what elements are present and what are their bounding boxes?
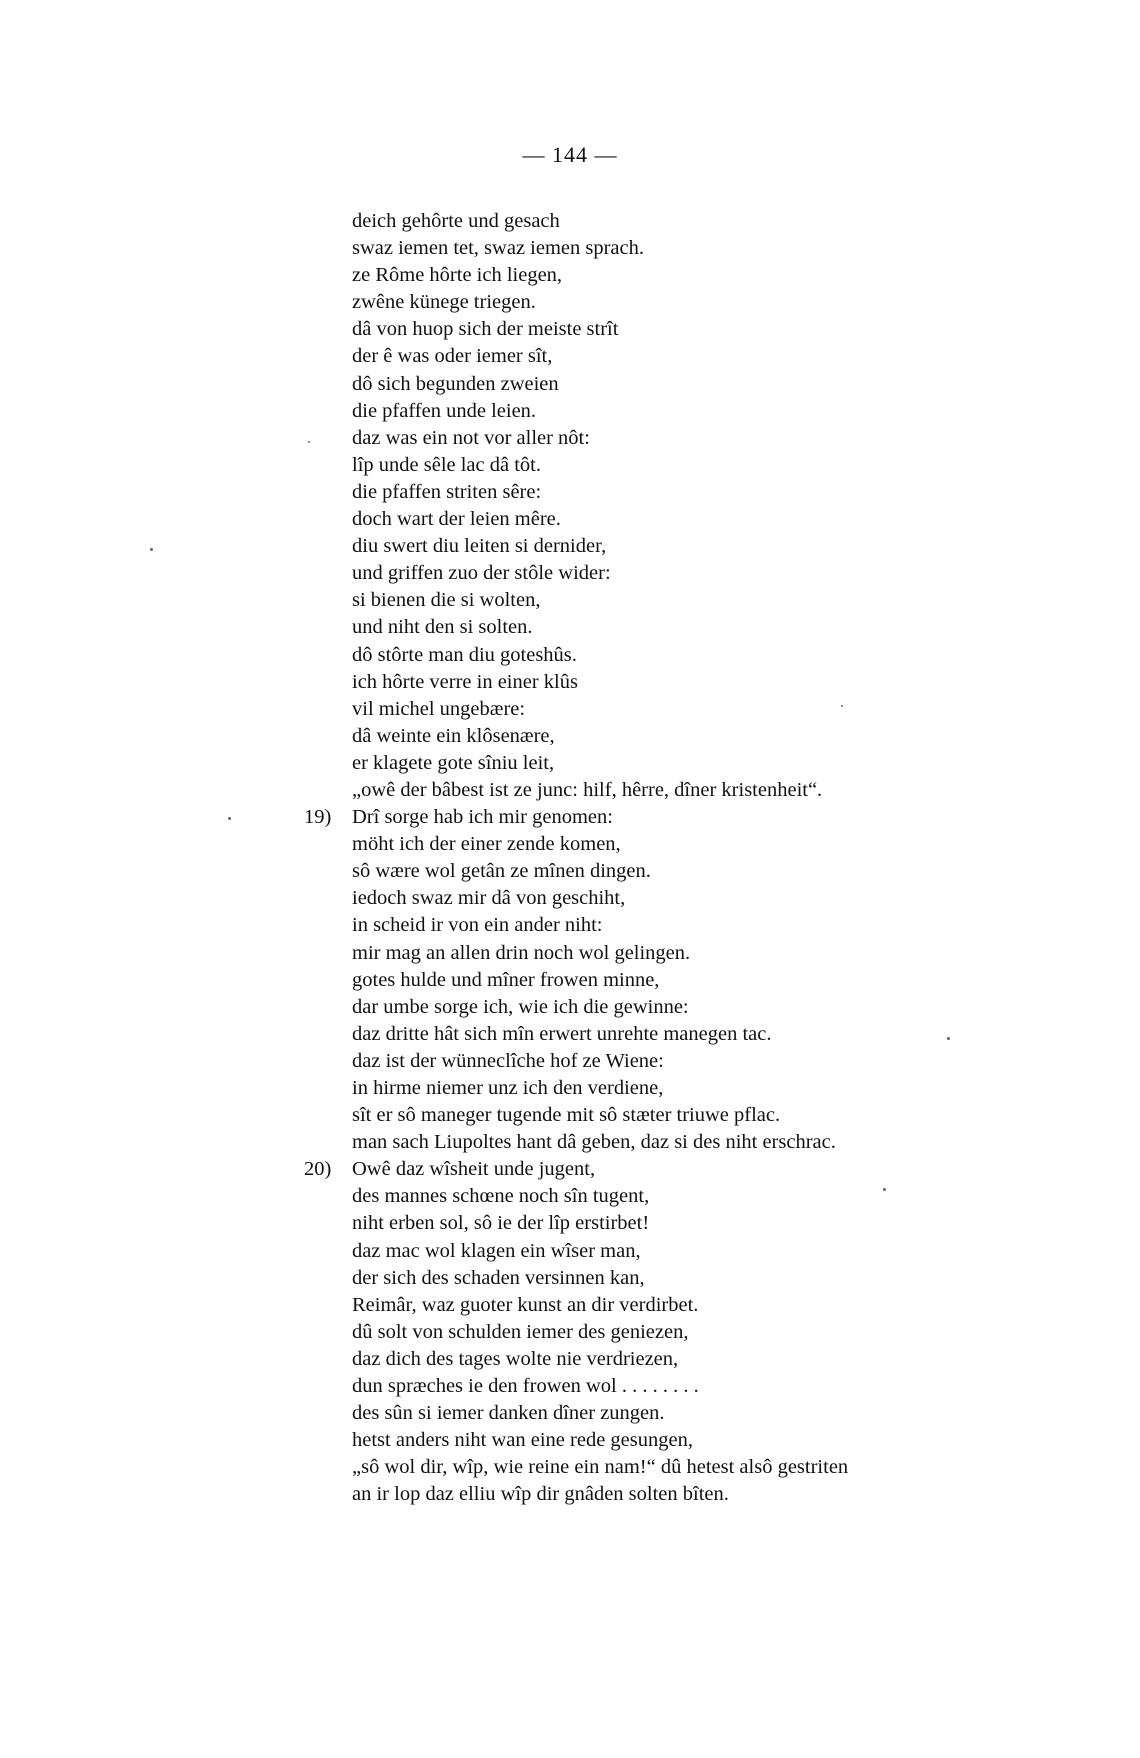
text-line xyxy=(352,885,1112,912)
text-line xyxy=(352,831,1112,858)
line-text: zwêne künege triegen. xyxy=(352,291,536,314)
text-line xyxy=(352,398,1112,425)
line-text: des mannes schœne noch sîn tugent, xyxy=(352,1185,650,1208)
text-line xyxy=(352,208,1112,235)
line-text: deich gehôrte und gesach xyxy=(352,210,560,232)
text-line xyxy=(352,1265,1112,1292)
line-text: daz was ein not vor aller nôt: xyxy=(352,426,590,449)
scan-speck xyxy=(883,1188,886,1191)
line-text: dô sich begunden zweien xyxy=(352,372,559,395)
line-text: swaz iemen tet, swaz iemen sprach. xyxy=(352,237,645,260)
line-text: dar umbe sorge ich, wie ich die gewinne: xyxy=(352,995,689,1018)
scan-speck xyxy=(841,705,843,707)
stanza-number: 20) xyxy=(304,1158,332,1181)
line-text: der sich des schaden versinnen kan, xyxy=(352,1266,645,1289)
text-line xyxy=(352,479,1112,506)
text-line xyxy=(352,1292,1112,1319)
line-text: sît er sô maneger tugende mit sô stæter triuwe pflac. xyxy=(352,1104,781,1127)
line-text: Reimâr, waz guoter kunst an dir verdirbet. xyxy=(352,1293,699,1316)
text-line xyxy=(352,289,1112,316)
line-text: niht erben sol, sô ie der lîp erstirbet! xyxy=(352,1212,650,1235)
text-line xyxy=(352,912,1112,939)
line-text: ze Rôme hôrte ich liegen, xyxy=(352,264,563,287)
text-line xyxy=(352,642,1112,669)
scan-speck xyxy=(308,441,310,443)
line-text: lîp unde sêle lac dâ tôt. xyxy=(352,453,541,476)
line-text: vil michel ungebære: xyxy=(352,697,526,720)
text-line xyxy=(352,262,1112,289)
line-text: der ê was oder iemer sît, xyxy=(352,345,553,368)
line-text: er klagete gote sîniu leit, xyxy=(352,751,555,774)
text-line xyxy=(352,235,1112,262)
line-text: daz dritte hât sich mîn erwert unrehte manegen tac. xyxy=(352,1022,772,1045)
line-text: iedoch swaz mir dâ von geschiht, xyxy=(352,887,626,910)
text-line xyxy=(352,777,1112,804)
text-line xyxy=(352,560,1112,587)
text-line xyxy=(352,506,1112,533)
text-line xyxy=(352,1075,1112,1102)
scan-speck xyxy=(228,817,231,820)
text-line xyxy=(352,1427,1112,1454)
line-text: Owê daz wîsheit unde jugent, xyxy=(352,1158,596,1181)
line-text: an ir lop daz elliu wîp dir gnâden solten bîten. xyxy=(352,1483,729,1506)
line-text: dâ weinte ein klôsenære, xyxy=(352,724,555,747)
text-line xyxy=(352,343,1112,370)
text-line xyxy=(352,1238,1112,1265)
text-line xyxy=(352,1021,1112,1048)
text-line xyxy=(352,967,1112,994)
text-line xyxy=(352,1129,1112,1156)
poem-text xyxy=(304,208,1112,1509)
text-line xyxy=(352,1346,1112,1373)
text-line xyxy=(352,1210,1112,1237)
line-text: Drî sorge hab ich mir genomen: xyxy=(352,806,613,829)
page-number: — 144 — xyxy=(522,142,618,167)
text-line xyxy=(352,1102,1112,1129)
line-text: dô stôrte man diu goteshûs. xyxy=(352,643,577,666)
line-text: daz ist der wünneclîche hof ze Wiene: xyxy=(352,1049,664,1072)
text-line xyxy=(352,316,1112,343)
line-text: des sûn si iemer danken dîner zungen. xyxy=(352,1402,665,1425)
line-text: man sach Liupoltes hant dâ geben, daz si des niht erschrac. xyxy=(352,1131,836,1154)
text-line xyxy=(352,1400,1112,1427)
line-text: dâ von huop sich der meiste strît xyxy=(352,318,619,341)
line-text: ich hôrte verre in einer klûs xyxy=(352,670,578,693)
line-text: in hirme niemer unz ich den verdiene, xyxy=(352,1077,664,1099)
text-line xyxy=(352,1373,1112,1400)
text-line xyxy=(352,1048,1112,1075)
line-text: „sô wol dir, wîp, wie reine ein nam!“ dû hetest alsô gestriten xyxy=(352,1456,849,1479)
text-line xyxy=(352,587,1112,614)
line-text: si bienen die si wolten, xyxy=(352,589,541,612)
text-line xyxy=(352,940,1112,967)
line-text: daz dich des tages wolte nie verdriezen, xyxy=(352,1347,679,1370)
text-line xyxy=(352,994,1112,1021)
scan-speck xyxy=(947,1037,950,1040)
line-text: sô wære wol getân ze mînen dingen. xyxy=(352,860,651,883)
line-text: gotes hulde und mîner frowen minne, xyxy=(352,968,660,991)
line-text: die pfaffen unde leien. xyxy=(352,399,537,422)
text-line xyxy=(352,1183,1112,1210)
text-line xyxy=(352,750,1112,777)
line-text: „owê der bâbest ist ze junc: hilf, hêrre, dîner kristenheit“. xyxy=(352,778,823,801)
text-line xyxy=(352,696,1112,723)
text-line xyxy=(352,1454,1112,1481)
text-line xyxy=(352,452,1112,479)
line-text: doch wart der leien mêre. xyxy=(352,508,561,531)
line-text: in scheid ir von ein ander niht: xyxy=(352,914,603,937)
text-line xyxy=(352,371,1112,398)
text-line xyxy=(352,723,1112,750)
text-line xyxy=(352,1481,1112,1508)
text-line xyxy=(304,804,1112,831)
line-text: diu swert diu leiten si dernider, xyxy=(352,535,607,558)
stanza-number: 19) xyxy=(304,806,332,829)
scan-speck xyxy=(150,548,153,551)
text-line xyxy=(352,669,1112,696)
text-line xyxy=(352,858,1112,885)
line-text: mir mag an allen drin noch wol gelingen. xyxy=(352,941,691,964)
text-line xyxy=(352,533,1112,560)
text-line xyxy=(352,614,1112,641)
line-text: die pfaffen striten sêre: xyxy=(352,480,542,503)
line-text: daz mac wol klagen ein wîser man, xyxy=(352,1239,641,1262)
line-text: möht ich der einer zende komen, xyxy=(352,833,621,856)
line-text: dû solt von schulden iemer des geniezen, xyxy=(352,1320,689,1343)
line-text: und niht den si solten. xyxy=(352,616,533,639)
text-line xyxy=(352,425,1112,452)
line-text: und griffen zuo der stôle wider: xyxy=(352,562,611,585)
line-text: dun spræches ie den frowen wol . . . . . . . . xyxy=(352,1375,699,1398)
text-line xyxy=(304,1156,1112,1183)
text-line xyxy=(352,1319,1112,1346)
line-text: hetst anders niht wan eine rede gesungen, xyxy=(352,1429,693,1452)
